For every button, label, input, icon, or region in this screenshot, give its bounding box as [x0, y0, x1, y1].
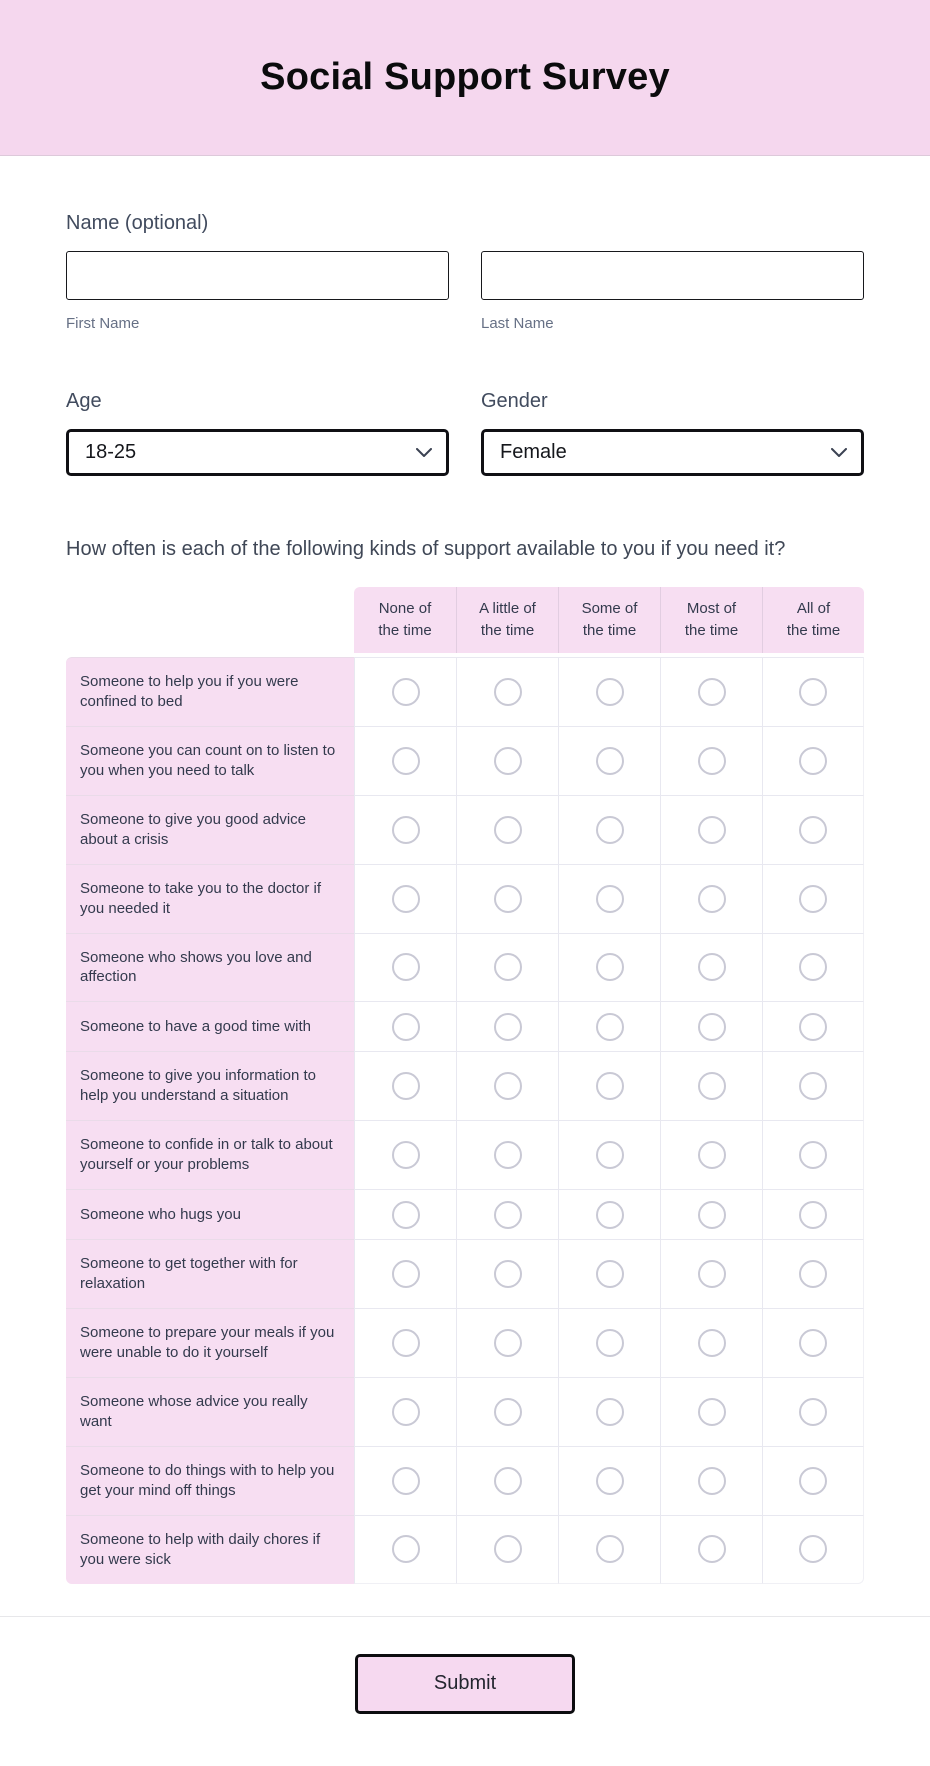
radio-button[interactable]	[392, 816, 420, 844]
radio-cell[interactable]	[762, 726, 864, 795]
matrix-column-header	[762, 587, 864, 653]
radio-button[interactable]	[596, 1141, 624, 1169]
radio-button[interactable]	[799, 1398, 827, 1426]
column-header-line1: Some of	[581, 600, 638, 618]
radio-button[interactable]	[698, 1398, 726, 1426]
radio-button[interactable]	[698, 1072, 726, 1100]
matrix-row-label	[66, 1515, 354, 1584]
radio-button[interactable]	[392, 1329, 420, 1357]
radio-cell[interactable]	[354, 1446, 456, 1515]
radio-cell[interactable]	[558, 1446, 660, 1515]
radio-button[interactable]	[698, 747, 726, 775]
radio-button[interactable]	[392, 1398, 420, 1426]
radio-cell[interactable]	[762, 1515, 864, 1584]
radio-button[interactable]	[392, 1535, 420, 1563]
radio-cell[interactable]	[762, 1446, 864, 1515]
radio-button[interactable]	[596, 816, 624, 844]
column-header-line2: the time	[786, 622, 841, 639]
matrix-question: How often is each of the following kinds of support available to you if you need it?	[66, 538, 786, 560]
radio-cell[interactable]	[456, 657, 558, 726]
radio-cell[interactable]	[558, 1377, 660, 1446]
first-name-sublabel: First Name	[66, 315, 140, 332]
radio-button[interactable]	[494, 1260, 522, 1288]
radio-button[interactable]	[799, 816, 827, 844]
matrix-row-label	[66, 933, 354, 1002]
radio-button[interactable]	[494, 816, 522, 844]
radio-cell[interactable]	[660, 795, 762, 864]
row-label-text: Someone to have a good time with	[80, 1017, 311, 1035]
name-label: Name (optional)	[66, 212, 209, 234]
chevron-down-icon	[831, 448, 847, 458]
radio-button[interactable]	[799, 885, 827, 913]
radio-cell[interactable]	[354, 726, 456, 795]
radio-cell[interactable]	[762, 933, 864, 1002]
matrix-row-label	[66, 1120, 354, 1189]
radio-button[interactable]	[494, 1013, 522, 1041]
row-label-text: Someone to help with daily chores if you were sick	[80, 1530, 321, 1568]
last-name-sublabel: Last Name	[481, 315, 554, 332]
radio-button[interactable]	[799, 678, 827, 706]
radio-cell[interactable]	[354, 933, 456, 1002]
radio-button[interactable]	[596, 747, 624, 775]
radio-cell[interactable]	[762, 1051, 864, 1120]
radio-button[interactable]	[698, 678, 726, 706]
radio-cell[interactable]	[660, 1308, 762, 1377]
radio-button[interactable]	[799, 747, 827, 775]
radio-cell[interactable]	[456, 726, 558, 795]
radio-button[interactable]	[799, 1141, 827, 1169]
matrix-row-label	[66, 795, 354, 864]
matrix-row-label	[66, 1001, 354, 1051]
radio-cell[interactable]	[762, 1189, 864, 1239]
radio-cell[interactable]	[354, 1515, 456, 1584]
radio-button[interactable]	[698, 1013, 726, 1041]
form-body	[0, 212, 930, 1584]
age-field	[66, 390, 449, 476]
radio-cell[interactable]	[660, 726, 762, 795]
radio-button[interactable]	[494, 885, 522, 913]
radio-cell[interactable]	[354, 657, 456, 726]
radio-cell[interactable]	[660, 933, 762, 1002]
radio-button[interactable]	[799, 1535, 827, 1563]
radio-button[interactable]	[698, 953, 726, 981]
row-label-text: Someone to get together with for relaxation	[80, 1255, 298, 1293]
radio-button[interactable]	[698, 816, 726, 844]
radio-cell[interactable]	[660, 1120, 762, 1189]
radio-cell[interactable]	[660, 864, 762, 933]
radio-button[interactable]	[799, 1260, 827, 1288]
radio-cell[interactable]	[354, 1051, 456, 1120]
matrix-column-header	[558, 587, 660, 653]
radio-cell[interactable]	[660, 1051, 762, 1120]
row-label-text: Someone to do things with to help you get your mind off things	[80, 1461, 335, 1499]
radio-cell[interactable]	[456, 933, 558, 1002]
gender-select[interactable]	[481, 429, 864, 476]
radio-cell[interactable]	[558, 1189, 660, 1239]
matrix-row-label	[66, 864, 354, 933]
radio-cell[interactable]	[456, 1001, 558, 1051]
column-header-line1: Most of	[686, 600, 737, 618]
radio-cell[interactable]	[456, 1308, 558, 1377]
radio-cell[interactable]	[660, 1446, 762, 1515]
radio-button[interactable]	[698, 1260, 726, 1288]
radio-button[interactable]	[494, 1329, 522, 1357]
radio-cell[interactable]	[762, 1001, 864, 1051]
radio-cell[interactable]	[558, 1001, 660, 1051]
row-label-text: Someone who shows you love and affection	[80, 948, 312, 986]
radio-button[interactable]	[596, 1467, 624, 1495]
radio-cell[interactable]	[354, 1308, 456, 1377]
column-header-line2: the time	[480, 622, 535, 639]
radio-button[interactable]	[799, 953, 827, 981]
radio-cell[interactable]	[558, 657, 660, 726]
row-label-text: Someone to prepare your meals if you were unable to do it yourself	[80, 1324, 335, 1361]
matrix-section	[66, 538, 864, 1584]
chevron-down-icon	[416, 448, 432, 458]
radio-cell[interactable]	[456, 1515, 558, 1584]
radio-button[interactable]	[494, 1072, 522, 1100]
matrix-row-label	[66, 657, 354, 726]
radio-button[interactable]	[392, 747, 420, 775]
name-section	[66, 212, 864, 332]
column-header-line2: the time	[378, 622, 432, 639]
radio-button[interactable]	[494, 1201, 522, 1229]
radio-button[interactable]	[392, 1013, 420, 1041]
age-select-value: 18-25	[85, 441, 137, 463]
radio-button[interactable]	[392, 1467, 420, 1495]
radio-button[interactable]	[494, 678, 522, 706]
first-name-field	[66, 251, 449, 332]
row-label-text: Someone to confide in or talk to about yourself or your problems	[80, 1136, 333, 1174]
radio-cell[interactable]	[660, 1515, 762, 1584]
radio-cell[interactable]	[456, 795, 558, 864]
radio-button[interactable]	[596, 1398, 624, 1426]
radio-cell[interactable]	[762, 1377, 864, 1446]
radio-button[interactable]	[698, 885, 726, 913]
radio-cell[interactable]	[456, 1377, 558, 1446]
radio-cell[interactable]	[558, 933, 660, 1002]
radio-button[interactable]	[392, 1201, 420, 1229]
radio-button[interactable]	[596, 885, 624, 913]
radio-button[interactable]	[392, 953, 420, 981]
demographics-section	[66, 390, 864, 476]
radio-button[interactable]	[799, 1201, 827, 1229]
column-header-line1: None of	[378, 600, 432, 618]
last-name-input[interactable]	[481, 251, 864, 300]
radio-button[interactable]	[799, 1467, 827, 1495]
row-label-text: Someone to give you good advice about a crisis	[80, 810, 306, 848]
radio-button[interactable]	[596, 1535, 624, 1563]
radio-cell[interactable]	[558, 1308, 660, 1377]
radio-button[interactable]	[596, 678, 624, 706]
radio-cell[interactable]	[558, 1515, 660, 1584]
radio-button[interactable]	[799, 1329, 827, 1357]
radio-cell[interactable]	[762, 1120, 864, 1189]
radio-cell[interactable]	[354, 864, 456, 933]
radio-button[interactable]	[596, 1260, 624, 1288]
radio-button[interactable]	[596, 1072, 624, 1100]
radio-button[interactable]	[698, 1201, 726, 1229]
matrix-row-label	[66, 1239, 354, 1308]
radio-cell[interactable]	[762, 864, 864, 933]
radio-button[interactable]	[392, 885, 420, 913]
radio-cell[interactable]	[558, 795, 660, 864]
row-label-text: Someone you can count on to listen to you when you need to talk	[80, 741, 336, 779]
support-matrix	[66, 587, 864, 1584]
radio-button[interactable]	[494, 1467, 522, 1495]
matrix-row-label	[66, 726, 354, 795]
radio-cell[interactable]	[660, 1239, 762, 1308]
radio-cell[interactable]	[660, 1001, 762, 1051]
radio-cell[interactable]	[456, 864, 558, 933]
radio-cell[interactable]	[354, 1377, 456, 1446]
radio-button[interactable]	[494, 1535, 522, 1563]
age-select[interactable]	[66, 429, 449, 476]
radio-button[interactable]	[596, 1013, 624, 1041]
radio-button[interactable]	[494, 953, 522, 981]
radio-cell[interactable]	[456, 1446, 558, 1515]
radio-cell[interactable]	[762, 1308, 864, 1377]
radio-button[interactable]	[494, 1398, 522, 1426]
gender-field	[481, 390, 864, 476]
row-label-text: Someone whose advice you really want	[80, 1392, 308, 1430]
matrix-corner-cell	[66, 587, 354, 657]
radio-cell[interactable]	[762, 795, 864, 864]
radio-button[interactable]	[698, 1329, 726, 1357]
radio-cell[interactable]	[354, 1001, 456, 1051]
matrix-row-label	[66, 1446, 354, 1515]
first-name-input[interactable]	[66, 251, 449, 300]
column-header-line1: All of	[796, 600, 831, 618]
radio-button[interactable]	[698, 1467, 726, 1495]
matrix-row-label	[66, 1308, 354, 1377]
radio-cell[interactable]	[558, 1239, 660, 1308]
radio-button[interactable]	[698, 1535, 726, 1563]
radio-button[interactable]	[596, 1201, 624, 1229]
page-title: Social Support Survey	[260, 56, 670, 98]
radio-cell[interactable]	[660, 1189, 762, 1239]
submit-row	[0, 1617, 930, 1766]
column-header-line1: A little of	[479, 600, 536, 618]
radio-cell[interactable]	[354, 795, 456, 864]
radio-button[interactable]	[494, 747, 522, 775]
radio-cell[interactable]	[660, 1377, 762, 1446]
radio-cell[interactable]	[762, 657, 864, 726]
radio-button[interactable]	[596, 1329, 624, 1357]
radio-button[interactable]	[392, 1260, 420, 1288]
matrix-row-label	[66, 1377, 354, 1446]
last-name-field	[481, 251, 864, 332]
radio-cell[interactable]	[354, 1120, 456, 1189]
age-label: Age	[66, 390, 102, 412]
column-header-line2: the time	[582, 622, 637, 639]
gender-select-value: Female	[500, 441, 567, 463]
radio-cell[interactable]	[558, 726, 660, 795]
matrix-row-label	[66, 1051, 354, 1120]
matrix-column-header	[456, 587, 558, 653]
radio-button[interactable]	[596, 953, 624, 981]
radio-button[interactable]	[494, 1141, 522, 1169]
radio-cell[interactable]	[558, 864, 660, 933]
row-label-text: Someone to take you to the doctor if you needed it	[80, 879, 321, 917]
radio-cell[interactable]	[660, 657, 762, 726]
form-header	[0, 0, 930, 156]
gender-label: Gender	[481, 390, 548, 412]
radio-button[interactable]	[799, 1013, 827, 1041]
column-header-line2: the time	[684, 622, 739, 639]
radio-cell[interactable]	[456, 1051, 558, 1120]
radio-cell[interactable]	[456, 1189, 558, 1239]
radio-cell[interactable]	[354, 1239, 456, 1308]
matrix-column-header	[660, 587, 762, 653]
radio-cell[interactable]	[558, 1051, 660, 1120]
radio-cell[interactable]	[456, 1239, 558, 1308]
radio-button[interactable]	[392, 1072, 420, 1100]
radio-button[interactable]	[392, 678, 420, 706]
row-label-text: Someone to help you if you were confined to bed	[80, 673, 299, 710]
radio-button[interactable]	[799, 1072, 827, 1100]
matrix-row-label	[66, 1189, 354, 1239]
radio-button[interactable]	[698, 1141, 726, 1169]
row-label-text: Someone to give you information to help you understand a situation	[80, 1067, 316, 1105]
radio-button[interactable]	[392, 1141, 420, 1169]
radio-cell[interactable]	[354, 1189, 456, 1239]
submit-button[interactable]: Submit	[355, 1654, 575, 1714]
radio-cell[interactable]	[558, 1120, 660, 1189]
radio-cell[interactable]	[456, 1120, 558, 1189]
row-label-text: Someone who hugs you	[80, 1205, 241, 1223]
radio-cell[interactable]	[762, 1239, 864, 1308]
matrix-column-header	[354, 587, 456, 653]
